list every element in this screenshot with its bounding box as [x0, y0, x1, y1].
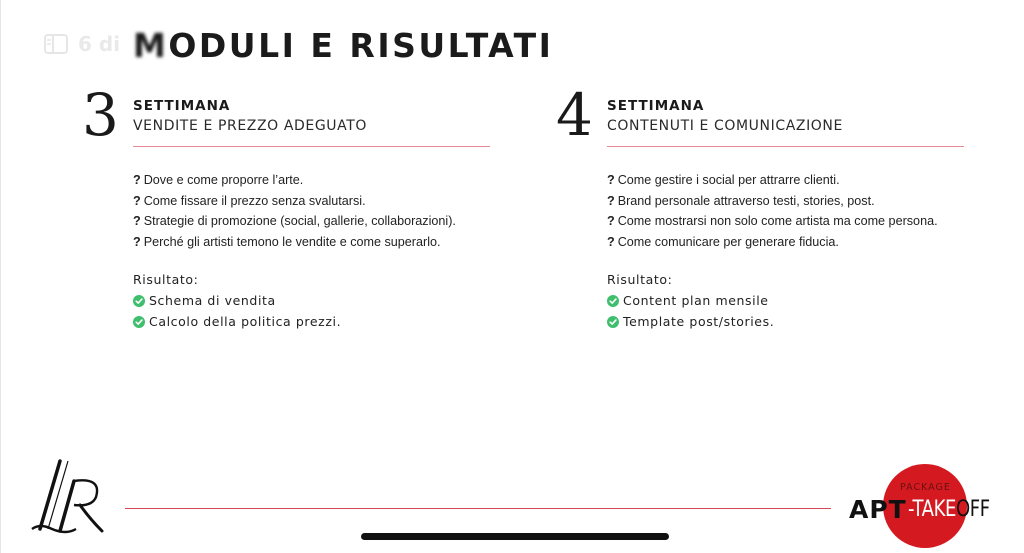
question-item — [133, 211, 513, 232]
week-number: 4 — [556, 81, 593, 149]
check-icon — [133, 316, 145, 328]
question-item — [133, 170, 513, 191]
results-label: Risultato: — [607, 272, 673, 287]
section-divider — [133, 146, 490, 147]
brand-takeoff-part-b: OFF — [955, 497, 990, 522]
question-item — [607, 232, 987, 253]
question-list — [607, 170, 987, 252]
section-divider — [607, 146, 964, 147]
question-text: Come gestire i social per attrarre clienti. — [617, 173, 840, 187]
question-mark: ? — [607, 214, 615, 228]
question-text: Brand personale attraverso testi, stories, post. — [617, 193, 875, 208]
question-text: Strategie di promozione (social, gallerie, collaborazioni). — [143, 214, 456, 228]
check-icon — [607, 295, 619, 307]
result-item — [133, 290, 341, 311]
question-item — [607, 211, 987, 232]
lr-logo — [30, 459, 108, 535]
question-mark: ? — [607, 173, 615, 187]
results-label: Risultato: — [133, 272, 199, 287]
week-subtitle: CONTENUTI E COMUNICAZIONE — [607, 118, 843, 134]
question-item — [133, 232, 513, 253]
result-text: Calcolo della politica prezzi. — [149, 314, 342, 329]
week-label: SETTIMANA — [607, 98, 705, 114]
result-text: Template post/stories. — [623, 314, 775, 329]
week-number: 3 — [82, 81, 119, 149]
question-mark: ? — [133, 214, 141, 228]
result-item — [607, 311, 774, 332]
question-mark: ? — [133, 173, 141, 187]
result-item — [607, 290, 774, 311]
question-text: Come fissare il prezzo senza svalutarsi. — [143, 193, 366, 208]
week-label: SETTIMANA — [133, 98, 231, 114]
week-heading — [607, 98, 843, 134]
question-text: Perché gli artisti temono le vendite e come superarlo. — [143, 234, 441, 249]
question-mark: ? — [607, 234, 615, 249]
question-item — [607, 191, 987, 212]
week-heading — [133, 98, 367, 134]
brand-takeoff-text — [908, 497, 990, 522]
question-list — [133, 170, 513, 252]
sidebar-toggle-icon[interactable] — [44, 34, 68, 54]
footer-divider — [125, 508, 831, 509]
check-icon — [133, 295, 145, 307]
check-icon — [607, 316, 619, 328]
question-text: Dove e come proporre l’arte. — [143, 173, 304, 187]
brand-apt-text: APT — [849, 495, 907, 524]
page-indicator[interactable] — [44, 32, 120, 56]
question-item — [133, 191, 513, 212]
page-title-first-letter: M — [133, 26, 169, 65]
page-title — [133, 26, 553, 65]
result-item — [133, 311, 341, 332]
apt-takeoff-brand-logo — [846, 462, 1024, 553]
week-subtitle: VENDITE E PREZZO ADEGUATO — [133, 118, 367, 134]
home-indicator[interactable] — [361, 533, 669, 540]
page-title-rest: ODULI E RISULTATI — [168, 26, 554, 65]
question-item — [607, 170, 987, 191]
question-text: Come comunicare per generare fiducia. — [617, 234, 839, 249]
question-mark: ? — [607, 193, 615, 208]
question-text: Come mostrarsi non solo come artista ma come persona. — [617, 214, 938, 228]
page-indicator-text: 6 di — [78, 32, 121, 56]
brand-package-text: PACKAGE — [900, 482, 951, 493]
brand-takeoff-part-a: -TAKE — [908, 497, 956, 522]
question-mark: ? — [133, 234, 141, 249]
page-edge — [0, 0, 1, 553]
result-text: Schema di vendita — [149, 293, 276, 308]
result-text: Content plan mensile — [623, 293, 769, 308]
results-list — [607, 290, 774, 332]
results-list — [133, 290, 341, 332]
question-mark: ? — [133, 193, 141, 208]
